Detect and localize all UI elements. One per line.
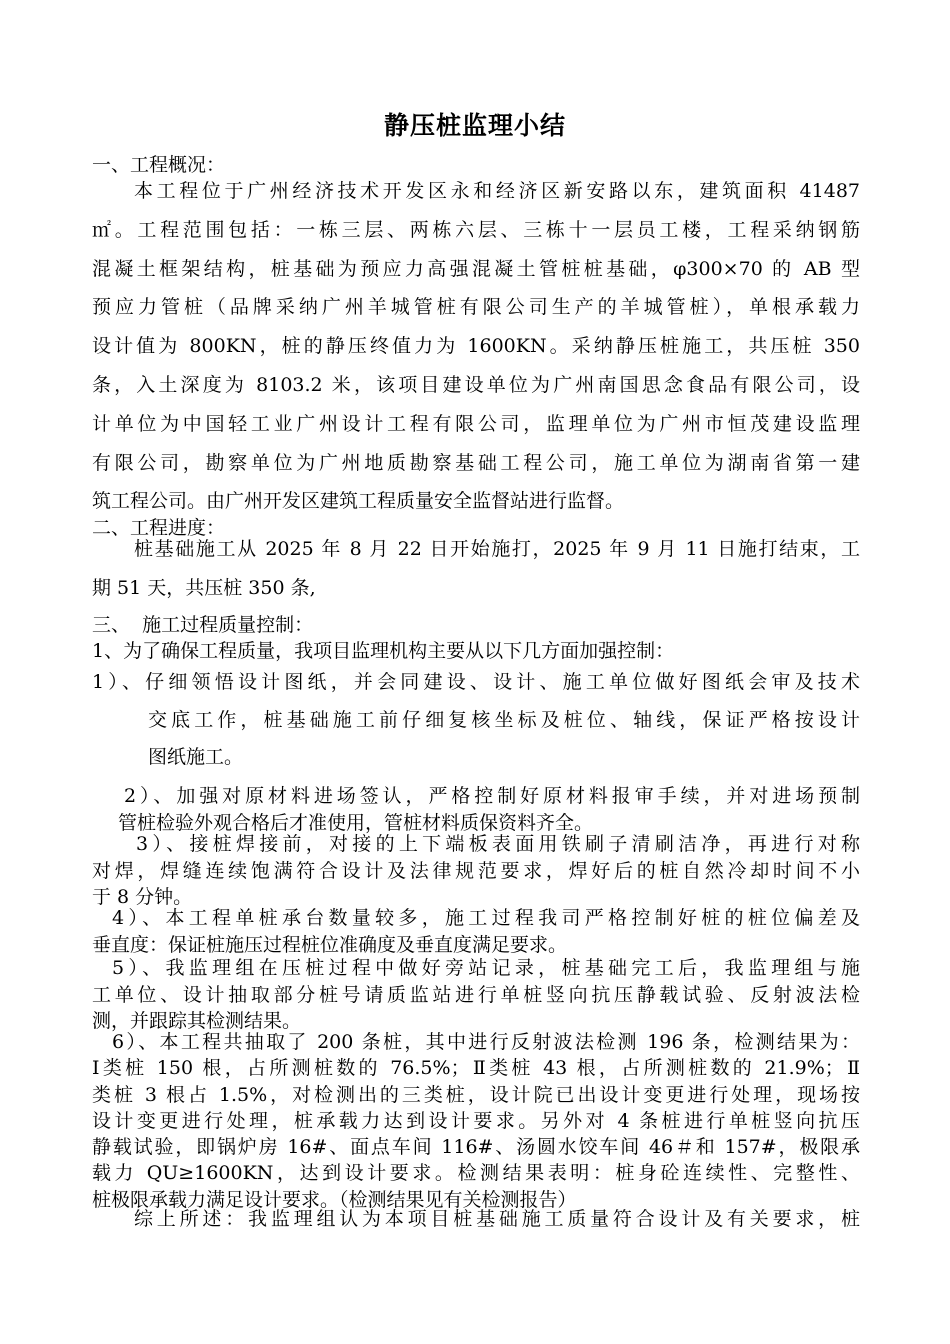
paragraph-line: 类桩 3 根占 1.5%，对检测出的三类桩，设计院已出设计变更进行处理，现场按: [92, 1083, 860, 1106]
paragraph-line: 管桩检验外观合格后才准使用，管桩材料质保资料齐全。: [118, 812, 594, 834]
paragraph-line: 混凝土框架结构，桩基础为预应力高强混凝土管桩桩基础，φ300×70 的 AB 型: [92, 257, 860, 280]
paragraph-line: 载力 QU≥1600KN，达到设计要求。检测结果表明：桩身砼连续性、完整性、: [92, 1162, 860, 1185]
paragraph-line: 静载试验，即锅炉房 16#、面点车间 116#、汤圆水饺车间 46＃和 157#，极限承: [92, 1136, 860, 1159]
conclusion: [92, 1206, 860, 1233]
paragraph-line: 1）、仔细领悟设计图纸，并会同建设、设计、施工单位做好图纸会审及技术: [92, 671, 860, 693]
paragraph-line: 3）、接桩焊接前，对接的上下端板表面用铁刷子清刷洁净，再进行对称: [136, 833, 860, 855]
section-2-heading: 二、工程进度：: [92, 517, 226, 539]
paragraph-line: Ⅰ类桩 150 根，占所测桩数的 76.5%；Ⅱ类桩 43 根，占所测桩数的 21.9%；Ⅱ: [92, 1057, 860, 1080]
paragraph-line: 本工程位于广州经济技术开发区永和经济区新安路以东，建筑面积 41487: [134, 180, 860, 202]
paragraph-line: 对焊，焊缝连续饱满符合设计及法律规范要求，焊好后的桩自然冷却时间不小: [92, 859, 860, 882]
page-title: 静压桩监理小结: [383, 111, 566, 140]
control-item-6: [92, 1029, 860, 1213]
control-item-4: [92, 905, 860, 958]
paragraph-line: 期 51 天，共压桩 350 条,: [92, 576, 316, 599]
control-item-2: [92, 783, 860, 837]
paragraph-line: 6）、本工程共抽取了 200 条桩，其中进行反射波法检测 196 条，检测结果为：: [112, 1031, 860, 1053]
paragraph-line: ㎡。工程范围包括：一栋三层、两栋六层、三栋十一层员工楼，工程采纳钢筋: [92, 218, 860, 241]
paragraph-line: 筑工程公司。由广州开发区建筑工程质量安全监督站进行监督。: [92, 490, 625, 513]
control-item-5: [92, 955, 860, 1035]
paragraph-line: 4）、本工程单桩承台数量较多，施工过程我司严格控制好桩的桩位偏差及: [112, 907, 860, 929]
section-3-heading: 三、 施工过程质量控制：: [92, 614, 314, 636]
paragraph-line: 交底工作，桩基础施工前仔细复核坐标及桩位、轴线，保证严格按设计: [148, 708, 860, 731]
paragraph-line: 有限公司，勘察单位为广州地质勘察基础工程公司，施工单位为湖南省第一建: [92, 451, 860, 474]
paragraph-line: 桩基础施工从 2025 年 8 月 22 日开始施打，2025 年 9 月 11 日施打结束，工: [134, 538, 860, 560]
control-item-1: [92, 664, 860, 777]
paragraph-line: 垂直度：保证桩施压过程桩位准确度及垂直度满足要求。: [92, 933, 568, 956]
paragraph-line: 预应力管桩（品牌采纳广州羊城管桩有限公司生产的羊城管桩），单根承载力: [92, 296, 860, 319]
paragraph-line: 设计值为 800KN，桩的静压终值力为 1600KN。采纳静压桩施工，共压桩 350: [92, 335, 860, 358]
paragraph-line: 设计变更进行处理，桩承载力达到设计要求。另外对 4 条桩进行单桩竖向抗压: [92, 1109, 860, 1132]
section-2-body: [92, 530, 860, 608]
paragraph-line: 测，并跟踪其检测结果。: [92, 1010, 302, 1032]
paragraph-line: 于 8 分钟。: [92, 886, 193, 908]
paragraph-line: 桩极限承载力满足设计要求。（检测结果见有关检测报告）: [92, 1188, 577, 1211]
section-1-heading: 一、工程概况：: [92, 154, 226, 176]
paragraph-line: 2）、加强对原材料进场签认，严格控制好原材料报审手续，并对进场预制: [124, 785, 860, 807]
paragraph-line: 计单位为中国轻工业广州设计工程有限公司，监理单位为广州市恒茂建设监理: [92, 412, 860, 435]
paragraph-line: 工单位、设计抽取部分桩号请质监站进行单桩竖向抗压静载试验、反射波法检: [92, 983, 860, 1006]
paragraph-line: 5）、我监理组在压桩过程中做好旁站记录，桩基础完工后，我监理组与施: [112, 957, 860, 979]
paragraph-line: 综上所述：我监理组认为本项目桩基础施工质量符合设计及有关要求，桩: [134, 1208, 860, 1230]
control-item-3: [92, 831, 860, 911]
paragraph-line: 条，入土深度为 8103.2 米，该项目建设单位为广州南国思念食品有限公司，设: [92, 373, 860, 396]
section-1-body: [92, 172, 860, 521]
paragraph-line: 图纸施工。: [148, 746, 244, 769]
section-3-intro: 1、为了确保工程质量，我项目监理机构主要从以下几方面加强控制：: [92, 640, 675, 662]
